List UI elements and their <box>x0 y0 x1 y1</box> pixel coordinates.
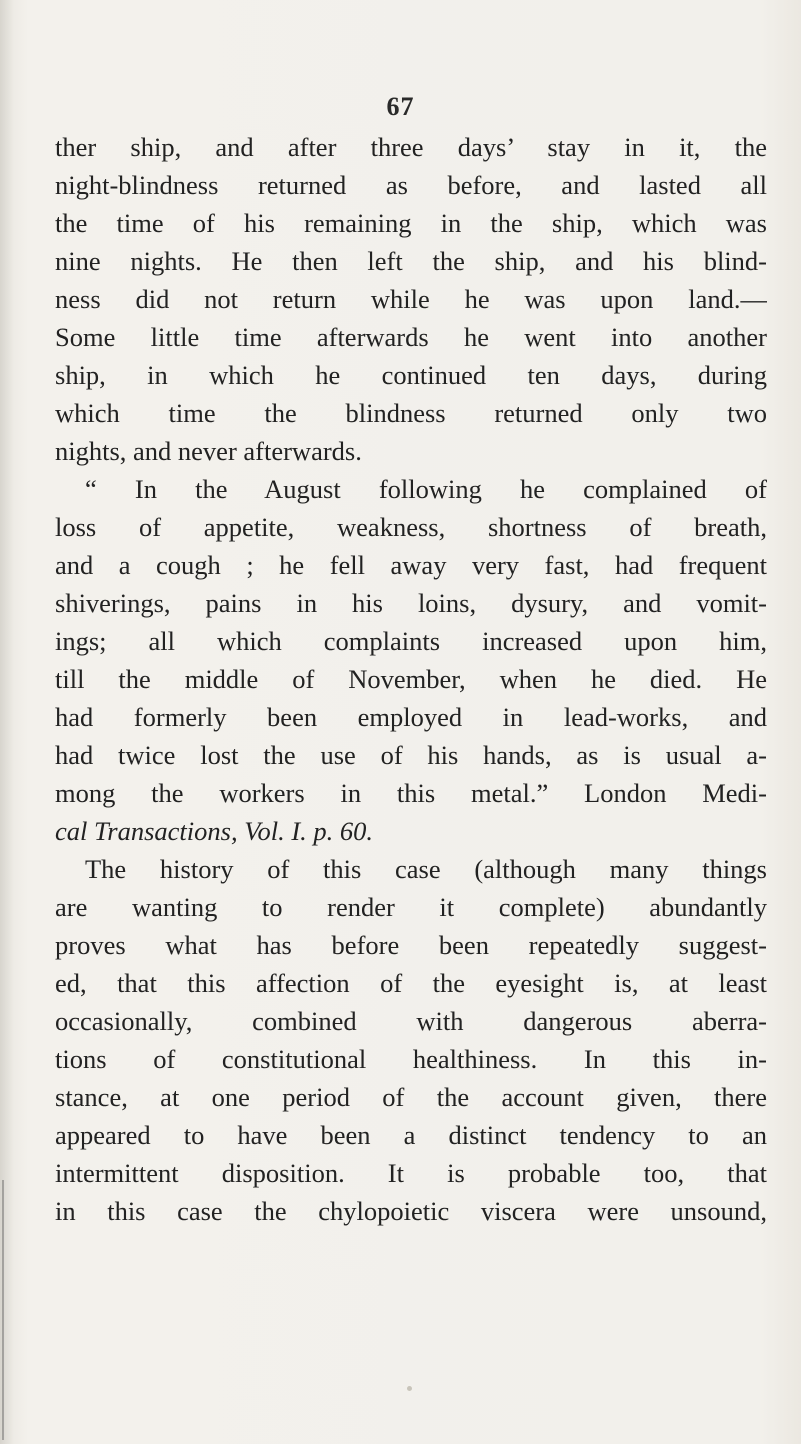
text-line: which time the blindness returned only two <box>55 398 767 428</box>
text-line: had twice lost the use of his hands, as is usual a- <box>55 740 767 770</box>
text-line: ness did not return while he was upon land.— <box>55 284 767 314</box>
text-line: ings; all which complaints increased upon him, <box>55 626 767 656</box>
text-line: “ In the August following he complained of <box>85 474 767 504</box>
text-line: proves what has before been repeatedly suggest- <box>55 930 767 960</box>
text-line: intermittent disposition. It is probable too, that <box>55 1158 767 1188</box>
text-line: tions of constitutional healthiness. In this in- <box>55 1044 767 1074</box>
text-line: stance, at one period of the account given, there <box>55 1082 767 1112</box>
text-line: till the middle of November, when he died. He <box>55 664 767 694</box>
text-line: in this case the chylopoietic viscera were unsound, <box>55 1196 767 1226</box>
text-line: cal Transactions, Vol. I. p. 60. <box>55 816 374 846</box>
text-line: and a cough ; he fell away very fast, had frequent <box>55 550 767 580</box>
text-line: shiverings, pains in his loins, dysury, and vomit- <box>55 588 767 618</box>
margin-mark <box>2 1180 4 1440</box>
text-line: occasionally, combined with dangerous aberra- <box>55 1006 767 1036</box>
page-number: 67 <box>386 92 415 121</box>
text-line: the time of his remaining in the ship, which was <box>55 208 767 238</box>
text-line: Some little time afterwards he went into another <box>55 322 767 352</box>
text-line: appeared to have been a distinct tendency to an <box>55 1120 767 1150</box>
text-line: are wanting to render it complete) abundantly <box>55 892 767 922</box>
text-line: ed, that this affection of the eyesight is, at least <box>55 968 767 998</box>
text-line: The history of this case (although many things <box>85 854 767 884</box>
text-line: night-blindness returned as before, and lasted all <box>55 170 767 200</box>
text-line: nine nights. He then left the ship, and his blind- <box>55 246 767 276</box>
text-line: loss of appetite, weakness, shortness of breath, <box>55 512 767 542</box>
text-line: had formerly been employed in lead-works, and <box>55 702 767 732</box>
text-line: ther ship, and after three days’ stay in it, the <box>55 132 767 162</box>
ink-speck <box>407 1386 412 1391</box>
text-line: nights, and never afterwards. <box>55 436 362 466</box>
text-line: ship, in which he continued ten days, during <box>55 360 767 390</box>
text-line: mong the workers in this metal.” London Medi- <box>55 778 767 808</box>
